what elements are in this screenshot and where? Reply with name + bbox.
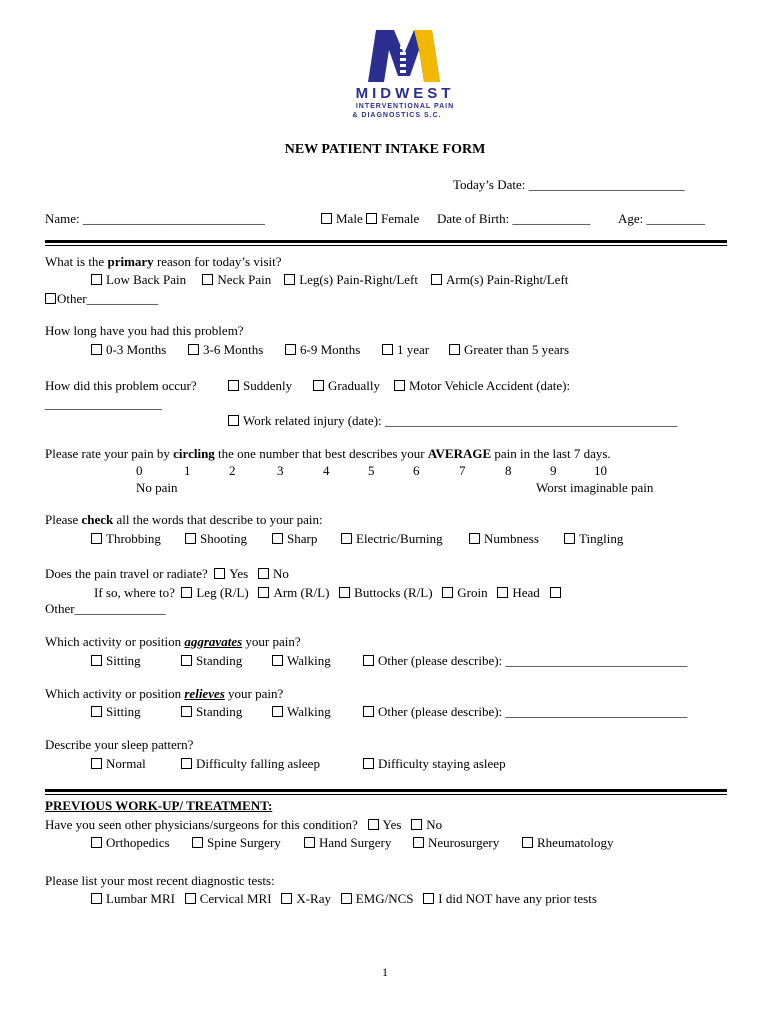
checkbox-icon — [449, 344, 460, 355]
option-sharp[interactable]: Sharp — [272, 531, 317, 547]
checkbox-icon — [91, 893, 102, 904]
pain-score-2[interactable]: 2 — [229, 463, 236, 478]
aggravates-sitting[interactable]: Sitting — [91, 653, 141, 669]
checkbox-icon — [188, 344, 199, 355]
aggravates-other[interactable]: Other (please describe): ____________________________ — [363, 653, 687, 669]
option-work-injury[interactable]: Work related injury (date): _____________________________________________ — [228, 413, 677, 429]
checkbox-icon — [181, 655, 192, 666]
option-other-reason[interactable]: Other___________ — [45, 291, 158, 307]
option-6-9-months[interactable]: 6-9 Months — [285, 342, 360, 358]
option-no-prior-tests[interactable]: I did NOT have any prior tests — [423, 891, 597, 906]
travel-other-field[interactable]: Other______________ — [45, 601, 166, 616]
logo-line-1: MIDWEST — [355, 85, 455, 102]
checkbox-icon — [382, 344, 393, 355]
checkbox-icon — [272, 706, 283, 717]
checkbox-icon — [192, 837, 203, 848]
checkbox-icon — [91, 655, 102, 666]
checkbox-icon — [272, 533, 283, 544]
checkbox-icon — [181, 587, 192, 598]
option-shooting[interactable]: Shooting — [185, 531, 247, 547]
pain-score-10[interactable]: 10 — [594, 463, 607, 478]
checkbox-icon — [91, 706, 102, 717]
todays-date-field[interactable]: Today’s Date: ________________________ — [453, 177, 685, 192]
previous-treatment-heading: PREVIOUS WORK-UP/ TREATMENT: — [45, 798, 273, 813]
sleep-difficulty-falling[interactable]: Difficulty falling asleep — [181, 756, 320, 772]
aggravates-question: Which activity or position aggravates your pain? — [45, 634, 301, 649]
checkbox-icon — [91, 758, 102, 769]
option-numbness[interactable]: Numbness — [469, 531, 539, 547]
checkbox-icon — [368, 819, 379, 830]
relieves-other[interactable]: Other (please describe): ____________________________ — [363, 704, 687, 720]
dob-field[interactable]: Date of Birth: ____________ — [437, 211, 591, 226]
relieves-walking[interactable]: Walking — [272, 704, 331, 720]
name-field[interactable]: Name: ____________________________ — [45, 211, 265, 226]
diagnostic-tests-options — [91, 891, 597, 907]
relieves-standing[interactable]: Standing — [181, 704, 242, 720]
checkbox-icon — [423, 893, 434, 904]
option-rheumatology[interactable]: Rheumatology — [522, 835, 614, 851]
option-greater-5-years[interactable]: Greater than 5 years — [449, 342, 569, 358]
checkbox-icon — [363, 758, 374, 769]
aggravates-walking[interactable]: Walking — [272, 653, 331, 669]
option-electric-burning[interactable]: Electric/Burning — [341, 531, 443, 547]
form-title: NEW PATIENT INTAKE FORM — [284, 142, 486, 157]
checkbox-icon — [91, 533, 102, 544]
checkbox-icon — [411, 819, 422, 830]
checkbox-icon — [285, 344, 296, 355]
pain-score-9[interactable]: 9 — [550, 463, 557, 478]
checkbox-icon — [181, 758, 192, 769]
checkbox-icon — [45, 293, 56, 304]
option-3-6-months[interactable]: 3-6 Months — [188, 342, 263, 358]
primary-reason-options — [91, 272, 568, 288]
option-spine-surgery[interactable]: Spine Surgery — [192, 835, 281, 851]
duration-question: How long have you had this problem? — [45, 323, 244, 338]
mva-date-blank[interactable]: __________________ — [45, 396, 162, 411]
option-arm[interactable]: Arm (R/L) — [258, 585, 329, 600]
checkbox-icon — [304, 837, 315, 848]
checkbox-icon — [431, 274, 442, 285]
checkbox-icon — [258, 568, 269, 579]
checkbox-icon — [181, 706, 192, 717]
checkbox-icon — [341, 533, 352, 544]
pain-score-1[interactable]: 1 — [184, 463, 191, 478]
male-label: Male — [336, 211, 363, 226]
travel-where-row — [94, 585, 565, 601]
option-low-back-pain[interactable]: Low Back Pain — [91, 272, 186, 287]
option-suddenly[interactable]: Suddenly — [228, 378, 292, 394]
option-motor-vehicle[interactable]: Motor Vehicle Accident (date): — [394, 378, 570, 394]
sleep-question: Describe your sleep pattern? — [45, 737, 194, 752]
option-neck-pain[interactable]: Neck Pain — [202, 272, 271, 287]
pain-score-3[interactable]: 3 — [277, 463, 284, 478]
checkbox-icon — [185, 893, 196, 904]
previous-yes-checkbox[interactable]: Yes — [368, 817, 402, 832]
option-emg-ncs[interactable]: EMG/NCS — [341, 891, 414, 906]
checkbox-icon — [91, 274, 102, 285]
option-neurosurgery[interactable]: Neurosurgery — [413, 835, 499, 851]
checkbox-icon — [91, 344, 102, 355]
checkbox-icon — [281, 893, 292, 904]
option-arms-pain[interactable]: Arm(s) Pain-Right/Left — [431, 272, 568, 287]
option-head[interactable]: Head — [497, 585, 539, 600]
pain-score-4[interactable]: 4 — [323, 463, 330, 478]
logo-line-3: & DIAGNOSTICS S.C. — [352, 112, 442, 119]
previous-no-checkbox[interactable]: No — [411, 817, 442, 832]
occur-question: How did this problem occur? — [45, 378, 197, 393]
section-divider-thin — [45, 245, 727, 246]
checkbox-icon — [550, 587, 561, 598]
checkbox-icon — [497, 587, 508, 598]
primary-reason-question: What is the primary reason for today’s visit? — [45, 254, 282, 269]
checkbox-icon — [284, 274, 295, 285]
pain-scale — [0, 463, 770, 479]
female-label: Female — [380, 211, 420, 226]
checkbox-icon — [272, 655, 283, 666]
option-cervical-mri[interactable]: Cervical MRI — [185, 891, 272, 906]
travel-where-label: If so, where to? — [94, 585, 175, 600]
option-legs-pain[interactable]: Leg(s) Pain-Right/Left — [284, 272, 418, 287]
pain-score-5[interactable]: 5 — [368, 463, 375, 478]
checkbox-icon — [185, 533, 196, 544]
checkbox-icon — [469, 533, 480, 544]
sex-options — [321, 211, 419, 227]
option-buttocks[interactable]: Buttocks (R/L) — [339, 585, 432, 600]
checkbox-icon — [214, 568, 225, 579]
option-leg[interactable]: Leg (R/L) — [181, 585, 248, 600]
pain-score-7[interactable]: 7 — [459, 463, 466, 478]
section-divider-2-thin — [45, 794, 727, 795]
section-divider — [45, 240, 727, 243]
option-lumbar-mri[interactable]: Lumbar MRI — [91, 891, 175, 906]
age-field[interactable]: Age: _________ — [618, 211, 706, 226]
checkbox-icon — [363, 706, 374, 717]
diagnostic-tests-question: Please list your most recent diagnostic tests: — [45, 873, 275, 888]
female-checkbox[interactable] — [366, 211, 419, 226]
aggravates-standing[interactable]: Standing — [181, 653, 242, 669]
checkbox-icon — [341, 893, 352, 904]
travel-no-checkbox[interactable]: No — [258, 566, 289, 581]
previous-question: Have you seen other physicians/surgeons for this condition? Yes No — [45, 817, 443, 832]
option-hand-surgery[interactable]: Hand Surgery — [304, 835, 391, 851]
checkbox-icon — [258, 587, 269, 598]
relieves-question: Which activity or position relieves your pain? — [45, 686, 284, 701]
checkbox-icon — [564, 533, 575, 544]
option-0-3-months[interactable]: 0-3 Months — [91, 342, 166, 358]
checkbox-icon — [228, 415, 239, 426]
logo-m-mark — [340, 26, 470, 86]
section-divider-2 — [45, 789, 727, 792]
describe-pain-question: Please check all the words that describe to your pain: — [45, 512, 323, 527]
checkbox-icon — [321, 213, 332, 224]
pain-score-0[interactable]: 0 — [136, 463, 143, 478]
logo-line-2: INTERVENTIONAL PAIN — [355, 103, 455, 110]
option-throbbing[interactable]: Throbbing — [91, 531, 161, 547]
page-number: 1 — [382, 965, 388, 979]
option-orthopedics[interactable]: Orthopedics — [91, 835, 170, 851]
pain-score-6[interactable]: 6 — [413, 463, 420, 478]
option-groin[interactable]: Groin — [442, 585, 487, 600]
male-checkbox[interactable] — [321, 211, 363, 226]
checkbox-icon — [442, 587, 453, 598]
option-tingling[interactable]: Tingling — [564, 531, 623, 547]
pain-scale-low-label: No pain — [136, 480, 178, 495]
pain-score-8[interactable]: 8 — [505, 463, 512, 478]
option-x-ray[interactable]: X-Ray — [281, 891, 331, 906]
checkbox-icon — [394, 380, 405, 391]
option-travel-other-checkbox[interactable] — [550, 585, 565, 600]
checkbox-icon — [202, 274, 213, 285]
pain-scale-high-label: Worst imaginable pain — [536, 480, 654, 495]
checkbox-icon — [413, 837, 424, 848]
relieves-sitting[interactable]: Sitting — [91, 704, 141, 720]
company-logo — [340, 26, 470, 122]
option-1-year[interactable]: 1 year — [382, 342, 429, 358]
travel-question: Does the pain travel or radiate? Yes No — [45, 566, 289, 581]
checkbox-icon — [363, 655, 374, 666]
checkbox-icon — [366, 213, 377, 224]
checkbox-icon — [91, 837, 102, 848]
checkbox-icon — [522, 837, 533, 848]
sleep-difficulty-staying[interactable]: Difficulty staying asleep — [363, 756, 506, 772]
checkbox-icon — [313, 380, 324, 391]
travel-yes-checkbox[interactable]: Yes — [214, 566, 248, 581]
sleep-normal[interactable]: Normal — [91, 756, 146, 772]
pain-rating-question: Please rate your pain by circling the one number that best describes your AVERAGE pain in the last 7 days. — [45, 446, 611, 461]
checkbox-icon — [228, 380, 239, 391]
option-gradually[interactable]: Gradually — [313, 378, 380, 394]
checkbox-icon — [339, 587, 350, 598]
